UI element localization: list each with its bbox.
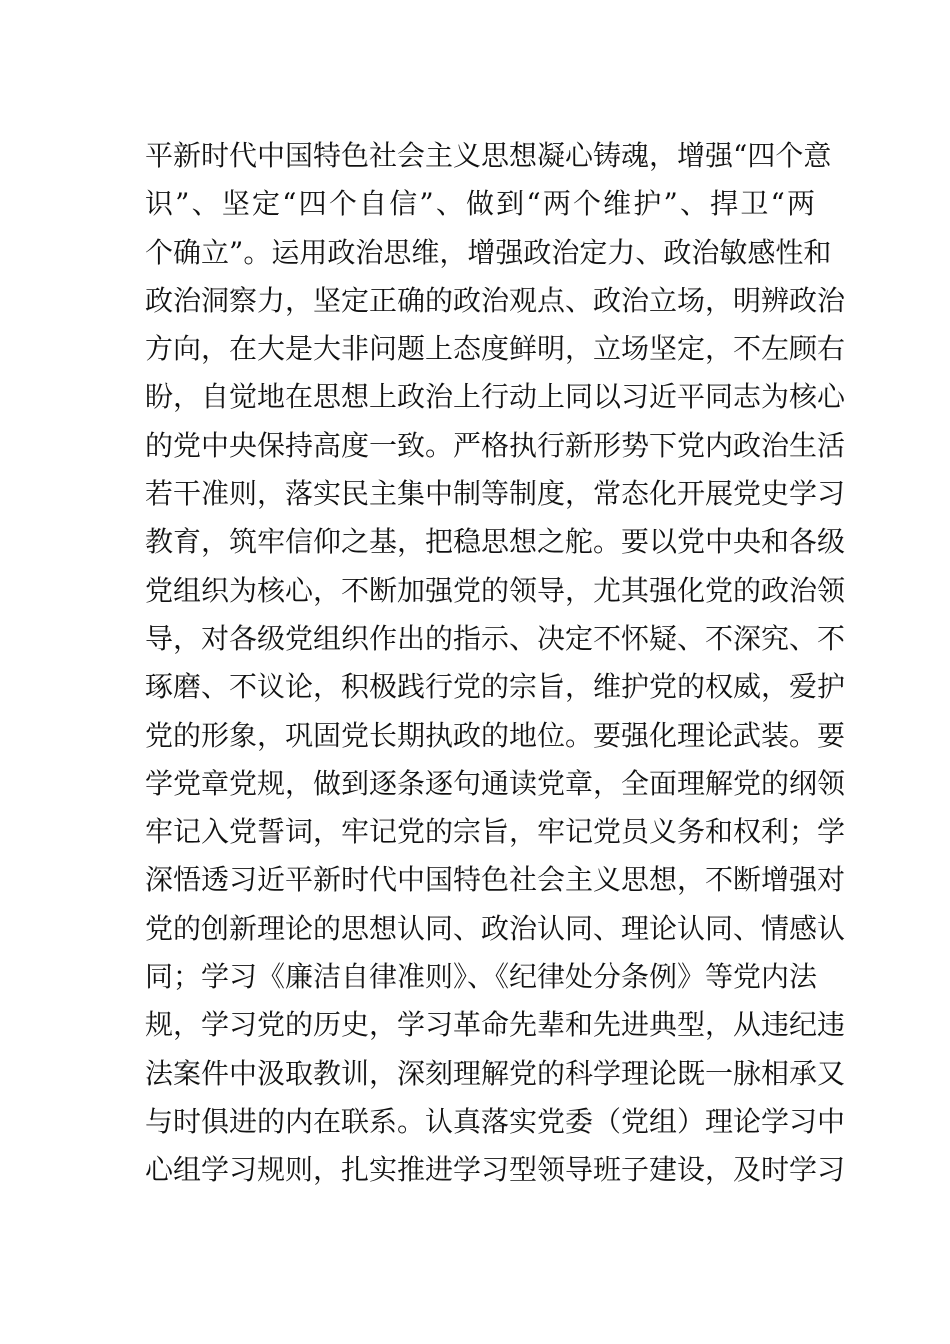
text-line: 同；学习《廉洁自律准则》、《纪律处分条例》等党内法 — [145, 960, 818, 994]
text-line: 心组学习规则，扎实推进学习型领导班子建设，及时学习 — [145, 1153, 846, 1187]
text-line: 平新时代中国特色社会主义思想凝心铸魂，增强“四个意 — [145, 139, 832, 172]
text-line: 党的创新理论的思想认同、政治认同、理论认同、情感认 — [145, 911, 846, 945]
text-line: 教育，筑牢信仰之基，把稳思想之舵。要以党中央和各级 — [145, 525, 846, 559]
text-line: 学党章党规，做到逐条逐句通读党章，全面理解党的纲领 — [145, 766, 846, 800]
text-line: 盼，自觉地在思想上政治上行动上同以习近平同志为核心 — [145, 380, 846, 414]
text-line: 政治洞察力，坚定正确的政治观点、政治立场，明辨政治 — [145, 283, 846, 317]
text-line: 深悟透习近平新时代中国特色社会主义思想，不断增强对 — [145, 863, 846, 897]
text-line: 牢记入党誓词，牢记党的宗旨，牢记党员义务和权利；学 — [145, 815, 846, 849]
text-line: 规，学习党的历史，学习革命先辈和先进典型，从违纪违 — [145, 1008, 846, 1042]
text-line: 的党中央保持高度一致。严格执行新形势下党内政治生活 — [145, 428, 846, 462]
text-line: 识”、坚定“四个自信”、做到“两个维护”、捍卫“两 — [145, 187, 815, 221]
text-line: 法案件中汲取教训，深刻理解党的科学理论既一脉相承又 — [145, 1056, 846, 1090]
body-text — [145, 132, 846, 1195]
text-line: 导，对各级党组织作出的指示、决定不怀疑、不深究、不 — [145, 621, 846, 655]
text-line: 党组织为核心，不断加强党的领导，尤其强化党的政治领 — [145, 573, 846, 607]
text-line: 党的形象，巩固党长期执政的地位。要强化理论武装。要 — [145, 718, 846, 752]
text-line: 若干准则，落实民主集中制等制度，常态化开展党史学习 — [145, 477, 846, 511]
text-line: 个确立”。运用政治思维，增强政治定力、政治敏感性和 — [145, 235, 832, 269]
text-line: 方向，在大是大非问题上态度鲜明，立场坚定，不左顾右 — [145, 332, 846, 366]
text-line: 与时俱进的内在联系。认真落实党委（党组）理论学习中 — [145, 1104, 846, 1138]
text-line: 琢磨、不议论，积极践行党的宗旨，维护党的权威，爱护 — [145, 670, 846, 704]
